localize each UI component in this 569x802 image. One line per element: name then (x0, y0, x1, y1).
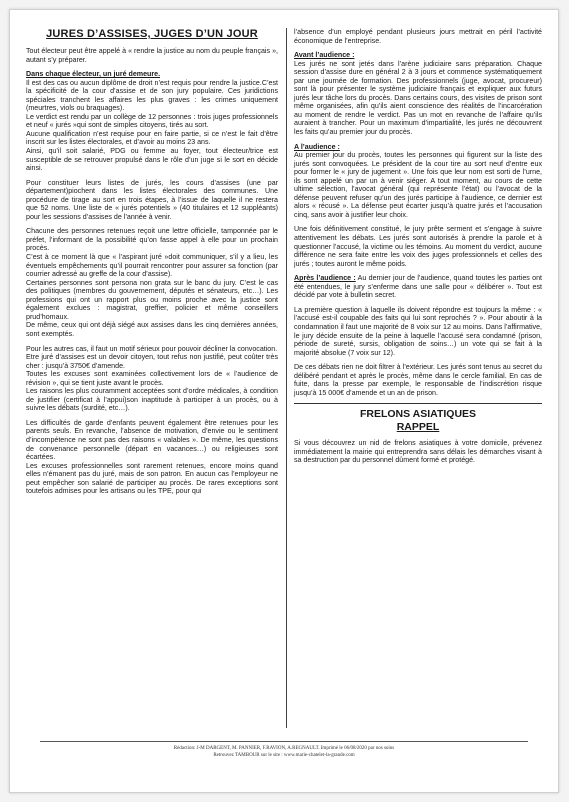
paragraph: Le verdict est rendu par un collège de 12 personnes : trois juges professionnels et neuf « jurés »qui sont de simples citoyens, tirés au sort. (26, 112, 278, 130)
frelons-title (294, 408, 542, 433)
paragraph: Pour les autres cas, il faut un motif sérieux pour pouvoir décliner la convocation. (26, 344, 278, 353)
frelons-paragraph: Si vous découvrez un nid de frelons asiatiques à votre domicile, prévenez immédiatement la mairie qui entreprendra sans délais les démarches visant à sa destruction par du personnel dûment formé et protégé. (294, 439, 542, 465)
newsletter-page (9, 9, 559, 793)
paragraph: Aucune qualification n’est requise pour en faire partie, si ce n’est le fait d’être inscrit sur les listes électorales, et d’avoir au moins 23 ans. (26, 129, 278, 147)
paragraph: Les excuses professionnelles sont rarement retenues, encore moins quand elles n’émanent pas du juré, mais de son patron. En aucun cas l’employeur ne peut empêcher son salarié de participer au procès. De rares exceptions sont toutefois admises pour les artisans ou les TPE, pour qui (26, 461, 278, 496)
column-divider (286, 28, 287, 728)
intro-paragraph: Tout électeur peut être appelé à « rendre la justice au nom du peuple français », autant s’y préparer. (26, 47, 278, 64)
paragraph: Pour constituer leurs listes de jurés, les cours d’assises (une par département)piochent dans les listes électorales des communes. Une procédure de tirage au sort en trois étapes, à l’issue de laquelle il ne restera que 52 noms. Une liste de « jurés potentiels » (40 titulaires et 12 suppléants) pour les sessions d’assises de l’année à venir. (26, 178, 278, 221)
paragraph-apres (294, 274, 542, 300)
footer-credits: Rédaction: J-M DARGENT, M. PANNIER, F.RAVION, A.REGNAULT. Imprimé le 06/08/2020 par nos soins (173, 746, 395, 751)
footer (10, 746, 558, 759)
paragraph: Ainsi, qu’il soit salarié, PDG ou femme au foyer, tout électeur/trice est susceptible de se retrouver propulsé dans le rôle d’un juge si le sort en décide ainsi. (26, 147, 278, 173)
section-heading-electeur: Dans chaque électeur, un juré demeure. (26, 70, 161, 79)
footer-rule (40, 741, 528, 742)
right-column (294, 28, 542, 471)
paragraph: Une fois définitivement constitué, le jury prête serment et s’engage à suivre attentivement les débats. Les jurés sont autorisés à prendre la parole et à questionner l’accusé, la victime ou les témoins. Au moment du verdict, aucune différence ne sera faite entre les voix des juges professionnels et celles des jurés ; toutes auront le même poids. (294, 225, 542, 268)
paragraph: Etre juré d’assises est un devoir citoyen, tout refus non justifié, peut coûter très cher : jusqu’à 3750€ d’amende. (26, 353, 278, 370)
section-heading-apres: Après l’audience : (294, 274, 356, 283)
section-heading-audience: A l’audience : (294, 142, 340, 151)
paragraph: De même, ceux qui ont déjà siégé aux assises dans les cinq dernières années, sont exemptés. (26, 321, 278, 338)
frelons-section (294, 403, 542, 465)
article-title: JURES D’ASSISES, JUGES D’UN JOUR (46, 28, 258, 40)
paragraph-apres-text: Au dernier jour de l’audience, quand toutes les parties ont été entendues, le jury s’enferme dans une salle pour « délibérer ». Tout est décidé par vote à bulletin secret. (294, 274, 543, 300)
footer-website: Retrouvez TAMBOUR sur le site : www.marie-chatelet-la-grande.com (213, 752, 355, 758)
paragraph: Les difficultés de garde d’enfants peuvent également être retenues pour les parents seuls. En revanche, l’absence de motivation, d’envie ou le sentiment d’incompétence ne sont pas des raisons « valables ». De même, les questions de convenance personnelle (départ en vacances…) ou religieuses sont écartées. (26, 418, 278, 462)
paragraph: l’absence d’un employé pendant plusieurs jours mettrait en péril l’activité économique de l’entreprise. (294, 28, 542, 45)
frelons-title-line-2: RAPPEL (396, 420, 440, 433)
paragraph: Au premier jour du procès, toutes les personnes qui figurent sur la liste des jurés sont convoquées. Le président de la cour tire au sort neuf d’entre eux pour former le « jury de jugement ». Une fois que leur nom est sorti de l’urne, ils sont appelé un par un à venir siéger. A tout moment, au cours de cette ultime sélection, l’avocat général (qui représente l’état) ou l’avocat de la défense peuvent refuser qu’un des jurés participe à l’audience, ce dernier est alors « récusé ». La défense peut écarter jusqu’à quatre jurés et l’accusation cinq, sans avoir à justifier leur choix. (294, 151, 542, 219)
paragraph: Certaines personnes sont persona non grata sur le banc du jury. C’est le cas des politiques (membres du gouvernement, députés et sénateurs, etc…). Les professions qui ont un rapport plus ou moins proche avec la justice sont également exclues : magistrat, greffier, policier et même conseillers prud’homaux. (26, 278, 278, 321)
paragraph: Les raisons les plus couramment acceptées sont d’ordre médicales, à condition de justifier (certificat à l’appui)son inaptitude à participer à un procès, ou à suivre les débats (surdité, etc…). (26, 387, 278, 413)
paragraph: De ces débats rien ne doit filtrer à l’extérieur. Les jurés sont tenus au secret du délibéré pendant et après le procès, même dans le cercle familial. En cas de fuite, dans la presse par exemple, le responsable de l’indiscrétion risque jusqu’à 15 000€ d’amende et un an de prison. (294, 363, 542, 397)
paragraph: Toutes les excuses sont examinées collectivement lors de « l’audience de révision », qui se tient juste avant le procès. (26, 370, 278, 387)
paragraph: Les jurés ne sont jetés dans l’arène judiciaire sans préparation. Chaque session d’assise dure en général 2 à 3 jours et commence systématiquement par une journée de formation. Des professionnels (juge, avocat, procureur) sont là pour présenter le système judiciaire français et expliquer aux futurs jurés leur tâche lors du procès. Dans certains cours, des visites de prison sont même organisées, afin qu’ils aient conscience des réalités de l’incarcération au moment de rendre le verdict. Pas un mot en revanche de l’affaire qu’ils auraient à trancher. Pour un maximum d’impartialité, les jurés ne découvrent les faits qu’au premier jour du procès. (294, 59, 542, 137)
paragraph: La première question à laquelle ils doivent répondre est toujours la même : « l’accusé est-il coupable des faits qui lui sont reprochés ? ». Pour aboutir à la condamnation il faut une majorité de 8 voix sur 12 au moins. Dans l’affirmative, le jury décide ensuite de la peine à laquelle l’accusé sera condamné (prison, période de sureté, sursis, obligation de soins…) un vote qui se fait à la majorité absolue (7 voix sur 12). (294, 305, 542, 357)
left-column (26, 28, 278, 496)
section-heading-avant: Avant l’audience : (294, 51, 355, 60)
frelons-title-line-1: FRELONS ASIATIQUES (359, 408, 477, 421)
paragraph: Il est des cas ou aucun diplôme de droit n’est requis pour rendre la justice.C’est la spécificité de la cour d’assise et de son jury populaire. Ces juridictions spéciales tranchent les affaires les plus graves : les crimes uniquement (meurtres, viols ou braquages). (26, 78, 278, 113)
paragraph: Chacune des personnes retenues reçoit une lettre officielle, tamponnée par le préfet, l’informant de la possibilité qu’on fasse appel à elle pour un prochain procès. (26, 227, 278, 253)
paragraph: C’est à ce moment là que « l’aspirant juré »doit communiquer, s’il y a lieu, les éventuels empêchements qu’il pourrait rencontrer pour assurer sa fonction (par courrier adressé au greffe de la cour d’assise). (26, 253, 278, 279)
